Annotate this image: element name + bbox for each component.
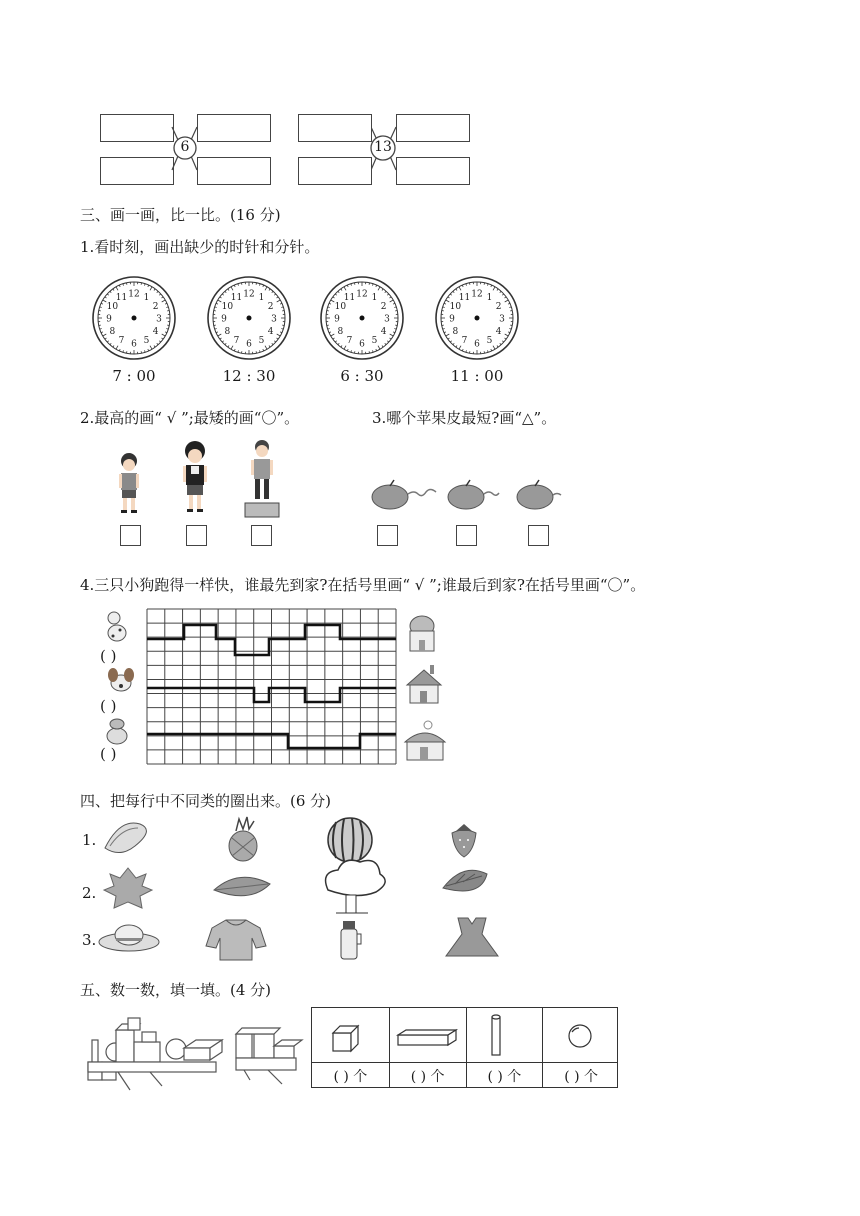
clock-numeral: 6 (359, 339, 365, 350)
cube-icon (333, 1026, 358, 1051)
clock-time-label: 6 : 30 (340, 367, 384, 385)
clock-numeral: 1 (143, 292, 150, 303)
clock-numeral: 10 (449, 302, 462, 312)
clock-numeral: 6 (246, 339, 252, 350)
clock-numeral: 9 (449, 314, 455, 325)
answer-paren[interactable]: ( ) (100, 697, 117, 715)
count-cell[interactable]: ( ) 个 (466, 1008, 543, 1087)
clock-numeral: 11 (458, 292, 471, 303)
clock-numeral: 7 (346, 336, 353, 347)
row-label: 2. (82, 884, 97, 902)
section5-title: 五、数一数，填一填。(4 分) (80, 981, 272, 999)
clock-numeral: 1 (258, 292, 265, 303)
clock-numeral: 2 (380, 302, 387, 312)
clock-numeral: 9 (221, 314, 227, 325)
clock-numeral: 8 (337, 327, 344, 337)
clock-time-label: 7 : 00 (112, 367, 156, 385)
sphere-icon (569, 1025, 591, 1047)
clock-numeral: 9 (106, 314, 112, 325)
clock-numeral: 2 (495, 302, 502, 312)
clock-numeral: 12 (356, 289, 368, 300)
clock-numeral: 1 (371, 292, 378, 303)
clock-numeral: 7 (233, 336, 240, 347)
answer-paren[interactable]: ( ) (100, 745, 117, 763)
center-number: 13 (374, 139, 392, 155)
center-number: 6 (180, 139, 190, 155)
clock-numeral: 3 (156, 314, 162, 325)
clock-numeral: 7 (118, 336, 125, 347)
count-cell[interactable]: ( ) 个 (542, 1008, 619, 1087)
count-cell[interactable]: ( ) 个 (389, 1008, 466, 1087)
clock-time-label: 12 : 30 (222, 367, 276, 385)
clock-numeral: 10 (334, 302, 347, 312)
clock-numeral: 11 (115, 292, 128, 303)
clock-numeral: 8 (109, 327, 116, 337)
clock-numeral: 5 (371, 336, 378, 347)
clock-numeral: 9 (334, 314, 340, 325)
clock-numeral: 11 (343, 292, 356, 303)
clock-numeral: 6 (474, 339, 480, 350)
count-cell[interactable]: ( ) 个 (333, 1069, 368, 1085)
cylinder-icon (492, 1015, 500, 1055)
clock-numeral: 5 (143, 336, 150, 347)
clock-numeral: 3 (384, 314, 390, 325)
section3-title: 三、画一画，比一比。(16 分) (80, 206, 281, 224)
row-label: 3. (82, 931, 97, 949)
clock-numeral: 4 (267, 327, 274, 337)
row-label: 1. (82, 831, 97, 849)
clock-numeral: 8 (224, 327, 231, 337)
clock-numeral: 12 (243, 289, 255, 300)
cuboid-icon (398, 1030, 456, 1045)
clock-numeral: 10 (221, 302, 234, 312)
clock-numeral: 11 (230, 292, 243, 303)
q3-text: 3.哪个苹果皮最短?画“△”。 (372, 409, 557, 427)
clock-numeral: 12 (471, 289, 483, 300)
clock-numeral: 4 (495, 327, 502, 337)
clock-numeral: 12 (128, 289, 140, 300)
clock-numeral: 3 (271, 314, 277, 325)
clock-numeral: 6 (131, 339, 137, 350)
clock-numeral: 7 (461, 336, 468, 347)
clock-numeral: 4 (152, 327, 159, 337)
clock-numeral: 2 (152, 302, 159, 312)
clock-numeral: 5 (486, 336, 493, 347)
section4-title: 四、把每行中不同类的圈出来。(6 分) (80, 792, 332, 810)
clock-numeral: 5 (258, 336, 265, 347)
clock-numeral: 8 (452, 327, 459, 337)
clock-numeral: 1 (486, 292, 493, 303)
clock-time-label: 11 : 00 (450, 367, 504, 385)
answer-paren[interactable]: ( ) (100, 647, 117, 665)
clock-numeral: 2 (267, 302, 274, 312)
clock-numeral: 3 (499, 314, 505, 325)
q1-text: 1.看时刻，画出缺少的时针和分针。 (80, 238, 320, 256)
clock-numeral: 4 (380, 327, 387, 337)
clock-numeral: 10 (106, 302, 119, 312)
q2-text: 2.最高的画“ √ ”;最矮的画“〇”。 (80, 409, 300, 427)
q4-text: 4.三只小狗跑得一样快，谁最先到家?在括号里画“ √ ”;谁最后到家?在括号里画“〇”。 (80, 576, 646, 594)
